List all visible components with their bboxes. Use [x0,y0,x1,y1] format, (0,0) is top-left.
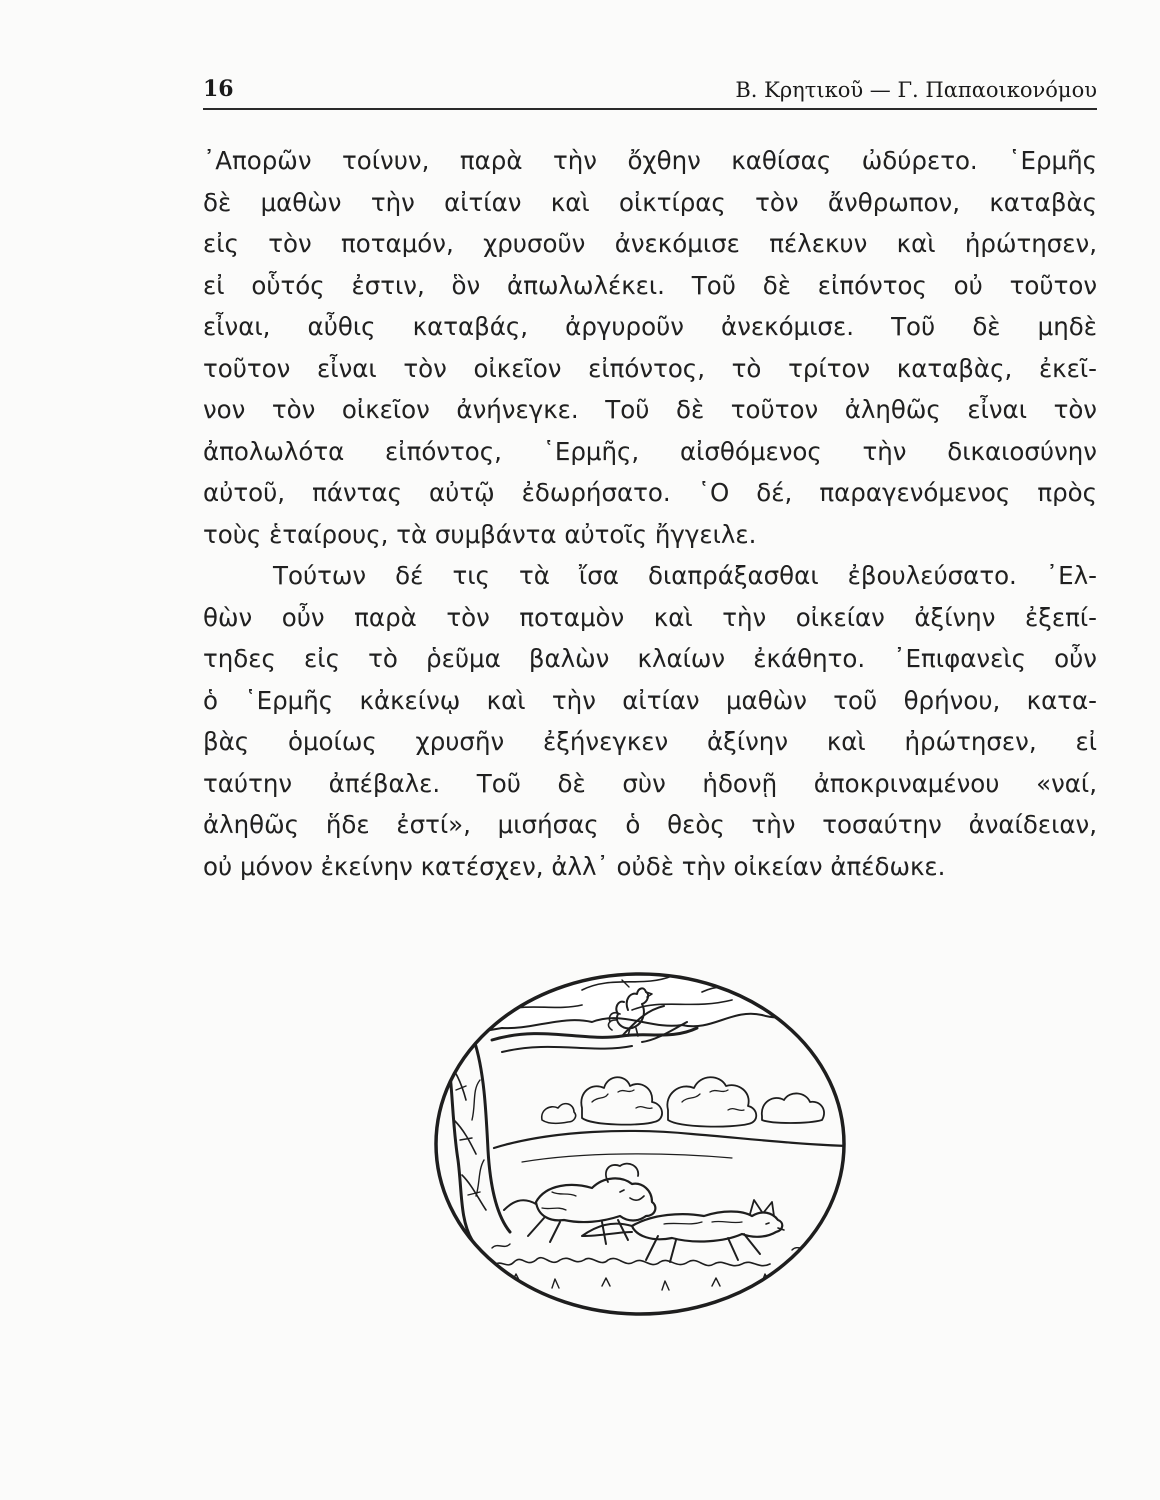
text-line: ἀληθῶς ἥδε ἐστί», μισήσας ὁ θεὸς τὴν τοσαύτην ἀναίδειαν, [203,810,1097,839]
running-head: Β. Κρητικοῦ — Γ. Παπαοικονόμου [735,78,1097,102]
text-line: οὐ μόνον ἐκείνην κατέσχεν, ἀλλ᾿ οὐδὲ τὴν οἰκείαν ἀπέδωκε. [203,851,946,881]
text-line: τηδες εἰς τὸ ῥεῦμα βαλὼν κλαίων ἐκάθητο. ᾿Επιφανεὶς οὖν [203,644,1097,673]
text-line: εἰς τὸν ποταμόν, χρυσοῦν ἀνεκόμισε πέλεκυν καὶ ἠρώτησεν, [203,229,1097,258]
text-line: ᾿Απορῶν τοίνυν, παρὰ τὴν ὄχθην καθίσας ὠδύρετο. ῾Ερμῆς [203,146,1097,175]
text-line: εἰ οὗτός ἐστιν, ὃν ἀπωλωλέκει. Τοῦ δὲ εἰπόντος οὐ τοῦτον [203,270,1097,300]
text-line: θὼν οὖν παρὰ τὸν ποταμὸν καὶ τὴν οἰκείαν ἀξίνην ἐξεπί- [203,602,1097,632]
page-number: 16 [203,76,234,102]
text-line: Τούτων δέ τις τὰ ἴσα διαπράξασθαι ἐβουλεύσατο. ᾿Ελ- [273,561,1097,590]
paragraph-2 [203,555,1097,887]
paragraph-1 [203,140,1097,555]
text-line: ἀπολωλότα εἰπόντος, ῾Ερμῆς, αἰσθόμενος τὴν δικαιοσύνην [203,436,1097,466]
page-header [203,72,1097,110]
text-line: αὐτοῦ, πάντας αὐτῷ ἐδωρήσατο. ῾Ο δέ, παραγενόμενος πρὸς [203,478,1097,507]
text-line: νον τὸν οἰκεῖον ἀνήνεγκε. Τοῦ δὲ τοῦτον ἀληθῶς εἶναι τὸν [203,395,1097,424]
text-line: ὁ ῾Ερμῆς κἀκείνῳ καὶ τὴν αἰτίαν μαθὼν τοῦ θρήνου, κατα- [203,685,1097,715]
body-text [203,140,1097,887]
fox-chase-vignette-icon [432,970,848,1318]
text-line: ταύτην ἀπέβαλε. Τοῦ δὲ σὺν ἡδονῇ ἀποκριναμένου «ναί, [203,768,1097,798]
text-line: εἶναι, αὖθις καταβάς, ἀργυροῦν ἀνεκόμισε. Τοῦ δὲ μηδὲ [203,312,1097,341]
text-line: τοὺς ἑταίρους, τὰ συμβάντα αὐτοῖς ἤγγειλε. [203,519,757,549]
text-line: τοῦτον εἶναι τὸν οἰκεῖον εἰπόντος, τὸ τρίτον καταβὰς, ἐκεῖ- [203,353,1097,383]
text-line: δὲ μαθὼν τὴν αἰτίαν καὶ οἰκτίρας τὸν ἄνθρωπον, καταβὰς [203,187,1097,217]
text-line: βὰς ὁμοίως χρυσῆν ἐξήνεγκεν ἀξίνην καὶ ἠρώτησεν, εἰ [203,727,1097,756]
